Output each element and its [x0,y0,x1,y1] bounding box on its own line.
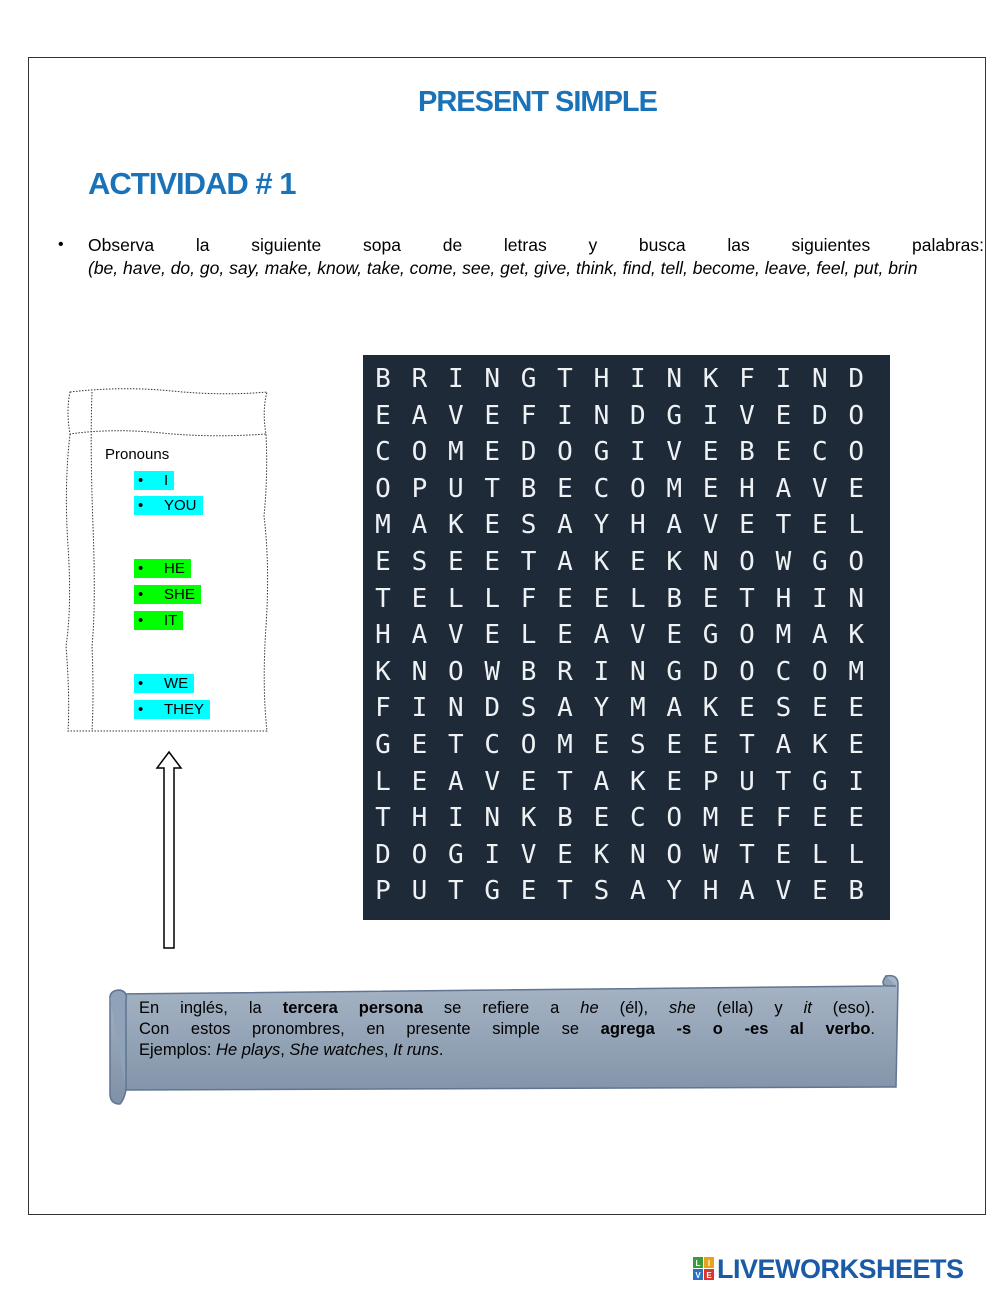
grid-letter: E [375,547,391,577]
svg-text:L: L [695,1259,701,1268]
grid-letter: E [848,473,865,504]
note-text [139,998,875,1061]
grid-letter: K [702,364,719,394]
grid-letter: V [447,400,464,431]
grid-letter: B [520,473,537,504]
grid-letter: K [520,803,537,834]
grid-letter: C [811,437,828,468]
grid-letter: E [811,693,828,724]
grid-letter: H [593,364,610,394]
grid-letter: U [411,876,428,907]
grid-letter: E [484,547,501,577]
grid-letter: E [739,510,755,541]
grid-letter: G [811,766,828,797]
grid-letter: R [557,656,573,687]
grid-letter: V [811,473,828,504]
grid-letter: A [557,510,573,541]
pronoun-item [134,674,194,693]
grid-letter: D [375,839,391,870]
bullet-icon: • [138,560,144,577]
grid-letter: O [811,656,828,687]
grid-letter: O [557,437,573,468]
grid-letter: R [411,364,428,394]
grid-letter: T [739,839,755,870]
grid-letter: A [666,510,683,541]
grid-letter: P [375,876,391,907]
grid-letter: S [775,693,792,724]
instruction-text [88,234,984,280]
grid-letter: O [411,839,428,870]
grid-letter: E [848,803,865,834]
word-search-grid [363,355,890,920]
grid-letter: N [447,693,464,724]
grid-letter: N [629,656,646,687]
grid-letter: T [557,766,573,797]
grid-letter: W [775,547,792,577]
grid-letter: E [666,620,683,651]
pronoun-item [134,611,183,630]
grid-letter: B [666,583,683,614]
grid-letter: E [811,803,828,834]
pronoun-text: HE [164,560,185,577]
grid-letter: M [557,730,573,760]
grid-letter: L [811,839,828,870]
grid-letter: T [520,547,537,577]
instruction-line: Observa la siguiente sopa de letras y busca las siguientes palabras: [88,235,984,255]
grid-letter: O [848,547,865,577]
grid-letter: O [848,437,865,468]
grid-letter: A [593,620,610,651]
grid-letter: K [848,620,865,651]
grid-letter: E [557,620,573,651]
grid-letter: D [484,693,501,724]
grid-letter: E [484,510,501,541]
liveworksheets-logo-icon [693,1257,715,1281]
grid-letter: F [520,400,537,431]
grid-letter: L [629,583,646,614]
grid-letter: A [775,730,792,760]
svg-text:V: V [695,1271,701,1280]
bullet-icon: • [138,497,144,514]
grid-letter: G [666,400,683,431]
pronoun-item [134,559,191,578]
grid-letter: L [848,510,865,541]
grid-letter: I [629,437,646,468]
grid-letter: D [520,437,537,468]
grid-letter: F [375,693,391,724]
grid-letter: A [557,547,573,577]
grid-letter: E [848,693,865,724]
grid-letter: E [848,730,865,760]
grid-letter: M [848,656,865,687]
grid-letter: E [484,437,501,468]
grid-letter: A [593,766,610,797]
grid-letter: M [666,473,683,504]
bullet-icon: • [138,472,144,489]
grid-letter: I [484,839,501,870]
grid-letter: I [447,364,464,394]
grid-letter: T [447,876,464,907]
grid-letter: I [629,364,646,394]
grid-letter: V [666,437,683,468]
grid-letter: I [848,766,865,797]
grid-letter: W [484,656,501,687]
grid-letter: E [702,730,719,760]
instruction-words: (be, have, do, go, say, make, know, take, come, see, get, give, think, find, tell, become, leave, feel, put, brin [88,258,918,278]
grid-letter: I [411,693,428,724]
grid-letter: G [666,656,683,687]
grid-letter: A [811,620,828,651]
grid-letter: F [520,583,537,614]
grid-letter: S [520,510,537,541]
grid-letter: I [593,656,610,687]
grid-letter: T [775,510,792,541]
grid-letter: H [411,803,428,834]
grid-letter: I [447,803,464,834]
grid-letter: E [775,839,792,870]
grid-letter: I [811,583,828,614]
grid-letter: A [666,693,683,724]
grid-letter: E [411,583,428,614]
grid-letter: L [447,583,464,614]
grid-letter: A [447,766,464,797]
grid-letter: O [739,620,755,651]
grid-letter: F [739,364,755,394]
grid-letter: E [739,803,755,834]
grid-letter: H [775,583,792,614]
grid-letter: A [411,620,428,651]
grid-letter: L [484,583,501,614]
grid-letter: F [775,803,792,834]
grid-letter: G [375,730,391,760]
grid-letter: V [775,876,792,907]
svg-text:E: E [706,1271,712,1280]
grid-letter: O [666,839,683,870]
liveworksheets-logo-text: LIVEWORKSHEETS [717,1253,964,1284]
grid-letter: A [629,876,646,907]
bullet-icon: • [138,586,144,603]
note-line-1: En inglés, la tercera persona se refiere a he (él), she (ella) y it (eso). [139,999,875,1017]
grid-letter: N [702,547,719,577]
grid-letter: I [557,400,573,431]
grid-letter: E [520,766,537,797]
grid-letter: N [411,656,428,687]
grid-letter: O [520,730,537,760]
pronoun-item [134,700,210,719]
grid-letter: M [775,620,792,651]
bullet-icon: • [138,701,144,718]
grid-letter: B [375,364,391,394]
grid-letter: G [811,547,828,577]
grid-letter: T [739,730,755,760]
grid-letter: O [739,547,755,577]
grid-letter: C [775,656,792,687]
grid-letter: G [484,876,501,907]
grid-letter: O [848,400,865,431]
bullet-icon: • [58,236,64,253]
pronoun-text: YOU [164,497,197,514]
grid-letter: S [520,693,537,724]
grid-letter: E [484,620,501,651]
grid-letter: V [739,400,755,431]
grid-letter: N [666,364,683,394]
grid-letter: E [702,583,719,614]
grid-letter: G [520,364,537,394]
grid-letter: E [629,547,646,577]
grid-letter: O [375,473,391,504]
grid-letter: S [629,730,646,760]
grid-letter: T [557,364,573,394]
note-line-3: Ejemplos: He plays, She watches, It runs. [139,1041,444,1059]
grid-letter: U [739,766,755,797]
grid-letter: O [447,656,464,687]
up-arrow-icon [154,750,184,950]
grid-letter: N [848,583,865,614]
grid-letter: Y [593,510,610,541]
grid-letter: K [629,766,646,797]
grid-letter: E [593,803,610,834]
grid-letter: E [739,693,755,724]
grid-letter: L [520,620,537,651]
pronoun-text: WE [164,675,189,692]
svg-text:I: I [707,1259,711,1268]
grid-letter: A [739,876,755,907]
pronoun-text: SHE [164,586,195,603]
grid-letter: K [593,839,610,870]
grid-letter: E [811,876,828,907]
grid-letter: D [811,400,828,431]
grid-letter: E [411,730,428,760]
grid-letter: T [557,876,573,907]
grid-letter: V [520,839,537,870]
grid-letter: C [629,803,646,834]
grid-letter: D [702,656,719,687]
grid-letter: E [666,730,683,760]
grid-letter: G [702,620,719,651]
note-line-2: Con estos pronombres, en presente simple se agrega -s o -es al verbo. [139,1020,875,1038]
liveworksheets-logo[interactable] [693,1253,964,1285]
grid-letter: O [629,473,646,504]
grid-letter: A [775,473,792,504]
grid-letter: S [593,876,610,907]
pronoun-text: IT [164,612,178,629]
grid-letter: S [411,547,428,577]
grid-letter: E [775,400,792,431]
pronoun-text: THEY [164,701,205,718]
grid-letter: M [702,803,719,834]
grid-letter: T [484,473,501,504]
grid-letter: V [484,766,501,797]
pronouns-label: Pronouns [105,446,170,463]
grid-letter: L [848,839,865,870]
grid-letter: K [375,656,391,687]
grid-letter: K [702,693,719,724]
grid-letter: T [739,583,755,614]
grid-letter: V [447,620,464,651]
grid-letter: E [557,473,573,504]
grid-letter: G [447,839,464,870]
grid-letter: E [811,510,828,541]
grid-letter: K [811,730,828,760]
grid-letter: Y [593,693,610,724]
grid-letter: E [557,839,573,870]
grid-letter: T [375,803,391,834]
grid-letter: P [702,766,719,797]
grid-letter: P [411,473,428,504]
grid-letter: E [520,876,537,907]
pronoun-item [134,496,203,515]
grid-letter: A [411,400,428,431]
grid-letter: V [702,510,719,541]
grid-letter: K [447,510,464,541]
grid-letter: G [593,437,610,468]
grid-letter: T [375,583,391,614]
grid-letter: T [447,730,464,760]
page-title: PRESENT SIMPLE [418,86,657,118]
grid-letter: H [375,620,391,651]
grid-letter: T [775,766,792,797]
grid-letter: H [629,510,646,541]
grid-letter: L [375,766,391,797]
grid-letter: M [629,693,646,724]
grid-letter: O [666,803,683,834]
grid-letter: M [375,510,391,541]
grid-letter: B [739,437,755,468]
grid-letter: Y [666,876,683,907]
grid-letter: D [848,364,865,394]
grid-letter: I [775,364,792,394]
grid-letter: D [629,400,646,431]
grid-letter: E [702,437,719,468]
grid-letter: E [447,547,464,577]
bullet-icon: • [138,675,144,692]
grid-letter: N [593,400,610,431]
grid-letter: E [702,473,719,504]
grid-letter: E [557,583,573,614]
grid-letter: E [375,400,391,431]
grid-letter: V [629,620,646,651]
grid-letter: C [375,437,391,468]
grid-letter: E [666,766,683,797]
pronoun-text: I [164,472,169,489]
grid-letter: I [702,400,719,431]
grid-letter: N [811,364,828,394]
pronoun-item [134,585,201,604]
grid-letter: E [775,437,792,468]
grid-letter: U [447,473,464,504]
grid-letter: E [484,400,501,431]
bullet-icon: • [138,612,144,629]
grid-letter: H [702,876,719,907]
grid-letter: K [593,547,610,577]
grid-letter: C [484,730,501,760]
grid-letter: K [666,547,683,577]
grid-letter: O [739,656,755,687]
grid-letter: E [593,730,610,760]
pronoun-item [134,471,174,490]
grid-letter: A [557,693,573,724]
grid-letter: E [593,583,610,614]
grid-letter: E [411,766,428,797]
grid-letter: O [411,437,428,468]
grid-letter: W [702,839,719,870]
grid-letter: C [593,473,610,504]
grid-letter: B [557,803,573,834]
grid-letter: A [411,510,428,541]
grid-letter: H [739,473,755,504]
grid-letter: N [484,803,501,834]
grid-letter: N [484,364,501,394]
activity-heading: ACTIVIDAD # 1 [88,166,296,201]
grid-letter: B [520,656,537,687]
grid-letter: M [447,437,464,468]
grid-letter: B [848,876,865,907]
grid-letter: N [629,839,646,870]
